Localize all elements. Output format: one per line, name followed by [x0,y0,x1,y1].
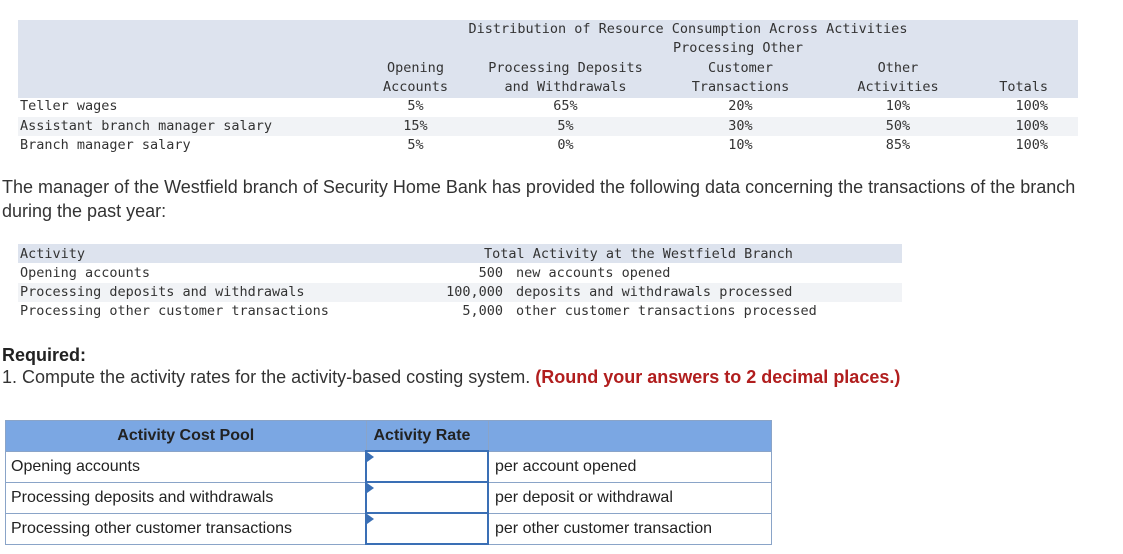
row-total: 100% [1015,118,1048,134]
activity-header: Activity [20,246,86,262]
pool-label: Processing deposits and withdrawals [6,482,367,513]
row-other: 50% [885,118,911,134]
row-deposits: 0% [557,137,574,153]
row-label: Teller wages [20,98,118,114]
activity-desc: deposits and withdrawals processed [516,284,793,300]
table-row [6,482,772,513]
input-flag-icon [367,483,374,493]
row-deposits: 65% [553,98,578,114]
header-customer-line2: Transactions [691,79,790,95]
pool-label: Processing other customer transactions [6,513,367,544]
header-activity-cost-pool: Activity Cost Pool [6,421,367,452]
instruction-text: 1. Compute the activity rates for the activity-based costing system. [2,367,531,387]
header-deposits-line1: Processing Deposits [488,60,643,76]
row-customer: 20% [728,98,753,114]
pool-label: Opening accounts [6,451,367,482]
activity-label: Processing other customer transactions [20,303,329,319]
input-flag-icon [367,452,374,462]
activity-desc: other customer transactions processed [516,303,817,319]
row-deposits: 5% [557,118,574,134]
rate-input-other-transactions[interactable] [367,516,487,542]
table-row [6,451,772,482]
header-unit [488,421,772,452]
row-opening: 15% [403,118,428,134]
row-total: 100% [1015,98,1048,114]
row-customer: 10% [728,137,753,153]
header-activity-rate: Activity Rate [366,421,488,452]
input-flag-icon [367,514,374,524]
table-row [6,513,772,544]
unit-label: per account opened [488,451,772,482]
activity-amount: 100,000 [446,284,503,300]
rate-cell [366,451,488,482]
header-other-line1: Other [877,60,919,76]
header-opening-line1: Opening [387,60,444,76]
unit-label: per other customer transaction [488,513,772,544]
rate-cell [366,513,488,544]
header-deposits-line2: and Withdrawals [504,79,627,95]
row-opening: 5% [407,98,424,114]
row-label: Branch manager salary [20,137,191,153]
activity-desc: new accounts opened [516,265,671,281]
header-customer-line1: Customer [707,60,774,76]
answer-table [5,420,772,545]
intro-paragraph: The manager of the Westfield branch of Security Home Bank has provided the following data concerning the transactions of the branch during the past year: [2,177,1076,221]
required-title: Required: [2,345,87,365]
rate-cell [366,482,488,513]
unit-label: per deposit or withdrawal [488,482,772,513]
row-other: 85% [885,137,911,153]
header-customer-line0: Processing Other [672,40,804,56]
header-other-line2: Activities [857,79,939,95]
header-totals: Totals [999,79,1048,95]
activity-label: Processing deposits and withdrawals [20,284,305,300]
activity-amount: 5,000 [462,303,503,319]
rate-input-opening-accounts[interactable] [367,454,487,480]
row-total: 100% [1015,137,1048,153]
required-instruction [2,367,900,388]
row-label: Assistant branch manager salary [20,118,272,134]
activity-amount: 500 [478,265,503,281]
distribution-title: Distribution of Resource Consumption Across Activities [468,21,908,37]
activity-label: Opening accounts [20,265,151,281]
row-other: 10% [885,98,911,114]
row-opening: 5% [407,137,424,153]
row-customer: 30% [728,118,753,134]
total-activity-header: Total Activity at the Westfield Branch [484,246,793,262]
rate-input-processing-deposits[interactable] [367,485,487,511]
rounding-note: (Round your answers to 2 decimal places.) [535,367,901,387]
header-opening-line2: Accounts [382,79,449,95]
